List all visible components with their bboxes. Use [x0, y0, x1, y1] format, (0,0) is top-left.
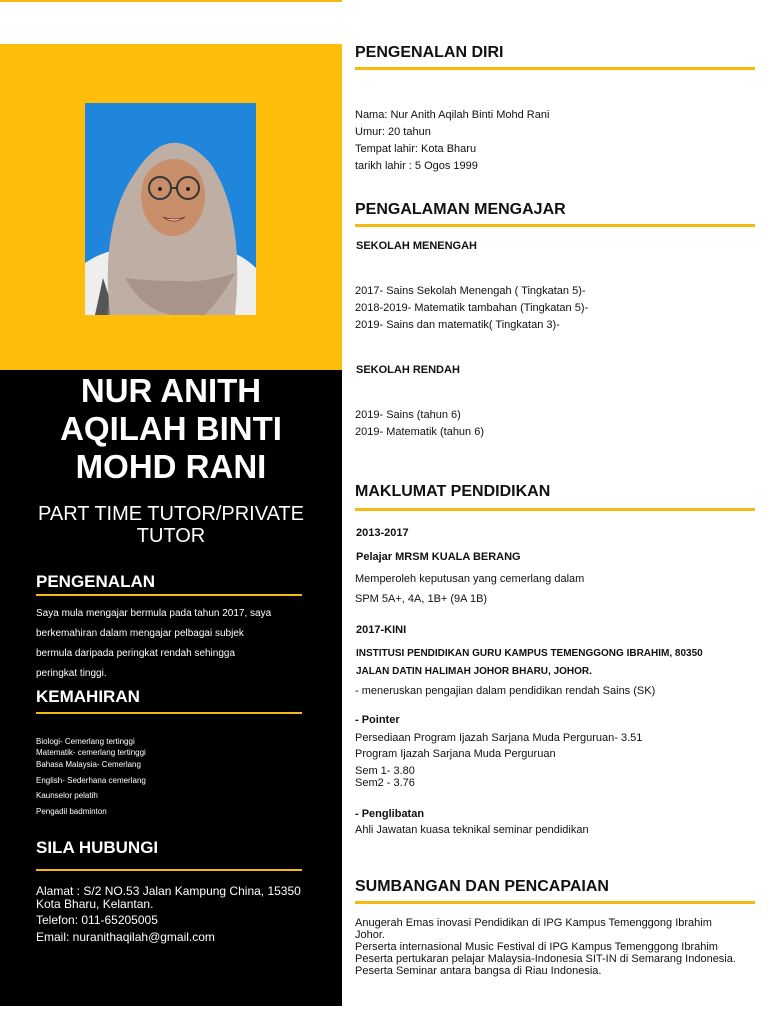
job-title: [0, 503, 342, 547]
job-title-line: PART TIME TUTOR/PRIVATE: [38, 503, 304, 525]
skill-item: Matematik- cemerlang tertinggi: [36, 748, 146, 757]
skill-item: Pengadil badminton: [36, 807, 107, 816]
school-name: Pelajar MRSM KUALA BERANG: [356, 551, 521, 563]
menengah-item: 2019- Sains dan matematik( Tingkatan 3)-: [355, 319, 560, 331]
skill-item: Kaunselor pelatih: [36, 791, 98, 800]
penglibatan-heading: - Penglibatan: [355, 808, 425, 820]
result-line: SPM 5A+, 4A, 1B+ (9A 1B): [355, 593, 488, 605]
sumbangan-item: Johor.: [355, 929, 385, 941]
sumbangan-item: Peserta Seminar antara bangsa di Riau Indonesia.: [355, 965, 602, 977]
pengenalan-line: peringkat tinggi.: [36, 668, 107, 679]
pengenalan-line: bermula daripada peringkat rendah sehingga: [36, 648, 236, 659]
pengenalan-line: berkemahiran dalam mengajar pelbagai subjek: [36, 628, 244, 639]
sumbangan-heading: SUMBANGAN DAN PENCAPAIAN: [355, 878, 609, 895]
pengenalan-line: Saya mula mengajar bermula pada tahun 2017, saya: [36, 608, 272, 619]
rendah-item: 2019- Sains (tahun 6): [355, 409, 461, 421]
study-note: - meneruskan pengajian dalam pendidikan rendah Sains (SK): [355, 685, 656, 697]
menengah-subheading: SEKOLAH MENENGAH: [356, 240, 478, 252]
kemahiran-heading: KEMAHIRAN: [36, 687, 140, 706]
period-label: 2013-2017: [356, 527, 409, 539]
profile-name-line: MOHD RANI: [75, 448, 267, 485]
rendah-subheading: SEKOLAH RENDAH: [356, 364, 460, 376]
profile-name-line: NUR ANITH: [80, 372, 262, 409]
diri-line: Tempat lahir: Kota Bharu: [355, 143, 477, 155]
diri-divider: [355, 67, 755, 70]
diri-line: Nama: Nur Anith Aqilah Binti Mohd Rani: [355, 109, 550, 121]
period-label: 2017-KINI: [356, 624, 407, 636]
menengah-item: 2018-2019- Matematik tambahan (Tingkatan 5)-: [355, 302, 589, 314]
diri-line: Umur: 20 tahun: [355, 126, 431, 138]
rendah-item: 2019- Matematik (tahun 6): [355, 426, 485, 438]
sumbangan-item: Anugerah Emas inovasi Pendidikan di IPG Kampus Temenggong Ibrahim: [355, 917, 712, 929]
penglibatan-line: Ahli Jawatan kuasa teknikal seminar pendidikan: [355, 824, 589, 836]
profile-photo-illustration: [85, 103, 256, 315]
pointer-heading: - Pointer: [355, 714, 400, 726]
contact-address: [36, 885, 316, 911]
result-line: Memperoleh keputusan yang cemerlang dalam: [355, 573, 585, 585]
contact-phone: Telefon: 011-65205005: [36, 913, 158, 927]
address-line: Alamat : S/2 NO.53 Jalan Kampung China, 15350: [36, 884, 301, 898]
diri-details: [355, 107, 765, 175]
profile-name: [0, 372, 342, 486]
pengenalan-divider: [36, 594, 302, 596]
hubungi-heading: SILA HUBUNGI: [36, 838, 159, 857]
school-address: JALAN DATIN HALIMAH JOHOR BHARU, JOHOR.: [356, 666, 592, 677]
menengah-list: [355, 283, 765, 334]
pendidikan-divider: [355, 508, 755, 511]
profile-photo: [85, 103, 256, 315]
sumbangan-divider: [355, 901, 755, 904]
pendidikan-heading: MAKLUMAT PENDIDIKAN: [355, 483, 551, 500]
job-title-line: TUTOR: [136, 525, 206, 547]
pointer-line: Sem 1- 3.80: [355, 765, 415, 777]
skill-item: Bahasa Malaysia- Cemerlang: [36, 760, 141, 769]
mengajar-divider: [355, 224, 755, 227]
pengenalan-heading: PENGENALAN: [36, 572, 156, 591]
rendah-list: [355, 407, 765, 441]
pointer-line: Program Ijazah Sarjana Muda Perguruan: [355, 748, 556, 760]
profile-name-line: AQILAH BINTI: [60, 410, 282, 447]
mengajar-heading: PENGALAMAN MENGAJAR: [355, 201, 566, 218]
kemahiran-divider: [36, 712, 302, 714]
top-accent-strip: [0, 0, 342, 2]
contact-email: Email: nuranithaqilah@gmail.com: [36, 930, 215, 944]
sumbangan-list: [355, 917, 765, 977]
sumbangan-item: Perserta internasional Music Festival di IPG Kampus Temenggong Ibrahim: [355, 941, 718, 953]
diri-heading: PENGENALAN DIRI: [355, 44, 504, 61]
school-name: INSTITUSI PENDIDIKAN GURU KAMPUS TEMENGGONG IBRAHIM, 80350: [356, 648, 703, 659]
sumbangan-item: Peserta pertukaran pelajar Malaysia-Indonesia SIT-IN di Semarang Indonesia.: [355, 953, 736, 965]
pengenalan-text: [36, 604, 306, 684]
diri-line: tarikh lahir : 5 Ogos 1999: [355, 160, 478, 172]
hubungi-divider: [36, 869, 302, 871]
skill-item: Biologi- Cemerlang tertinggi: [36, 737, 135, 746]
pointer-line: Persediaan Program Ijazah Sarjana Muda Perguruan- 3.51: [355, 732, 643, 744]
menengah-item: 2017- Sains Sekolah Menengah ( Tingkatan 5)-: [355, 285, 586, 297]
address-line: Kota Bharu, Kelantan.: [36, 897, 154, 911]
skill-item: English- Sederhana cemerlang: [36, 776, 146, 785]
pointer-line: Sem2 - 3.76: [355, 777, 415, 789]
